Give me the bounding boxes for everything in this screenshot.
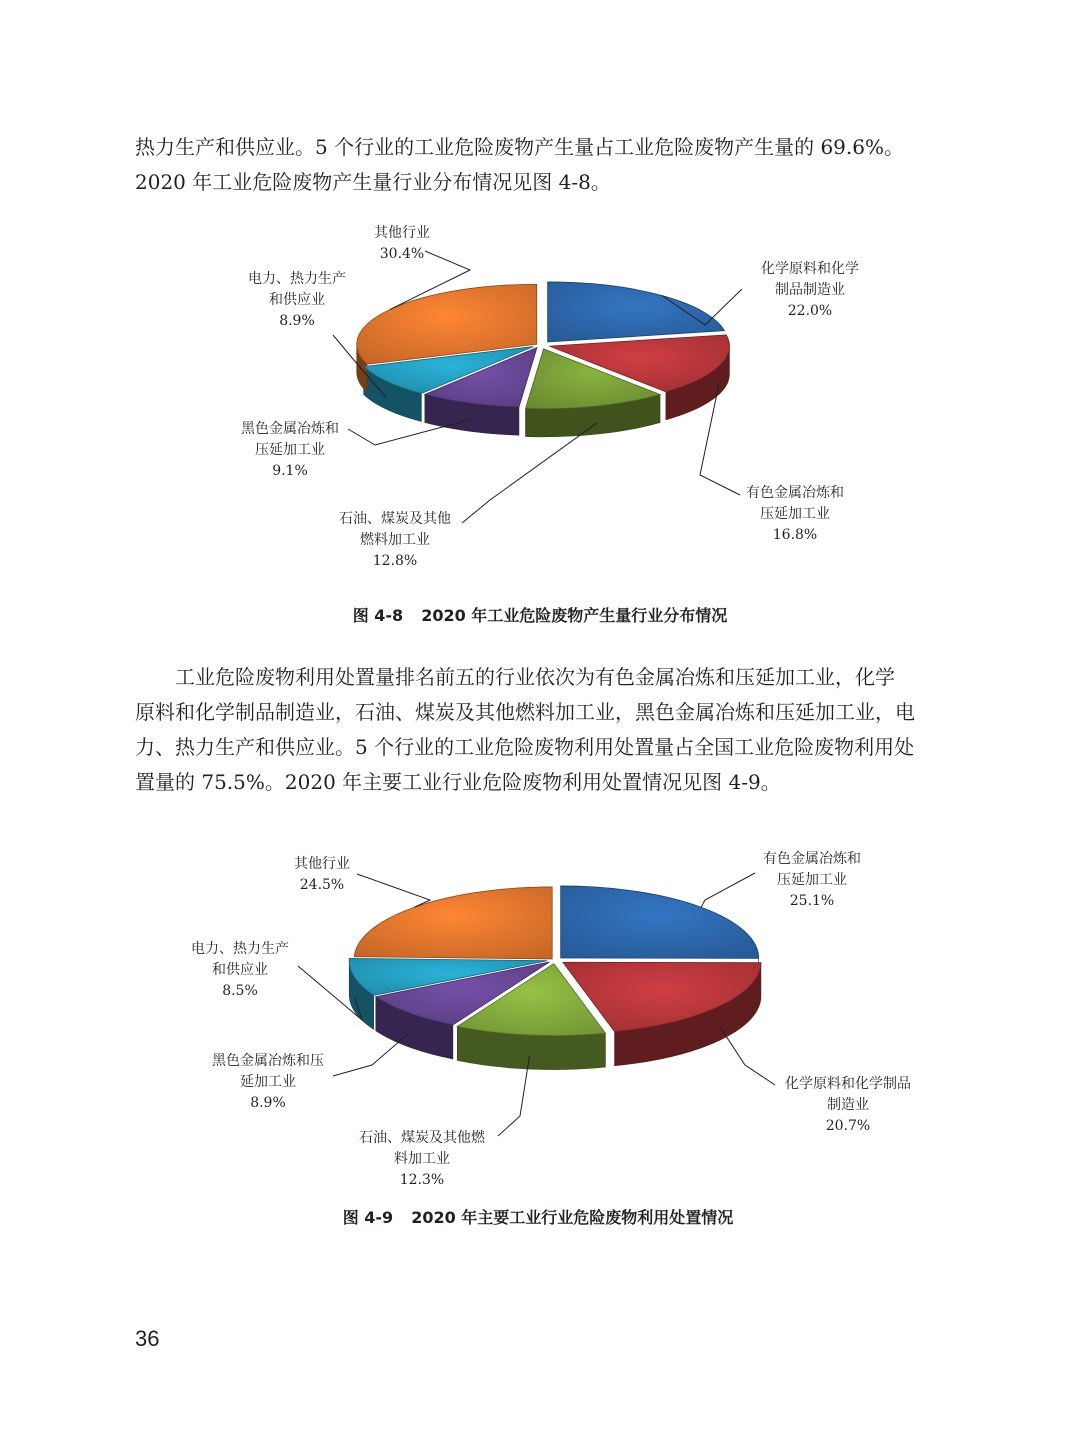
data-label-percent: 9.1% [272,463,308,479]
paragraph-line: 工业危险废物利用处置量排名前五的行业依次为有色金属冶炼和压延加工业，化学 [175,665,895,689]
data-label-category: 有色金属冶炼和 [746,485,844,501]
figure-number: 图 4-9 [342,1208,394,1227]
data-label-category: 其他行业 [294,856,350,872]
data-label-percent: 8.9% [250,1095,286,1111]
data-label-percent: 16.8% [772,527,818,543]
paragraph-intro [135,130,947,200]
data-label-category: 其他行业 [374,225,430,241]
data-label-percent: 25.1% [789,893,835,909]
pie-chart-hazardous-waste-generation [0,215,1080,595]
data-label-percent: 12.3% [399,1172,445,1188]
data-label-percent: 8.5% [222,983,258,999]
data-label-category: 电力、热力生产 [191,941,289,957]
data-label-category: 电力、热力生产 [248,271,346,287]
data-label-percent: 8.9% [279,313,315,329]
data-label-category: 制品制造业 [775,282,845,298]
figure-title: 2020 年主要工业行业危险废物利用处置情况 [411,1208,734,1227]
paragraph-line: 原料和化学制品制造业，石油、煤炭及其他燃料加工业，黑色金属冶炼和压延加工业，电 [135,700,915,724]
figure-caption-4-9 [0,1205,1078,1228]
leader-line [462,423,597,523]
paragraph-line: 2020 年工业危险废物产生量行业分布情况见图 4-8。 [135,170,611,194]
data-label-category: 和供应业 [269,292,325,308]
data-label-percent: 30.4% [379,246,425,262]
data-label-category: 黑色金属冶炼和压 [212,1053,324,1069]
pie-slice [354,887,552,959]
data-label-category: 石油、煤炭及其他燃 [359,1130,485,1146]
data-label-category: 料加工业 [394,1151,450,1167]
leader-line [701,873,755,907]
page-number: 36 [135,1326,160,1351]
figure-number: 图 4-8 [352,606,404,625]
data-label-category: 压延加工业 [255,442,325,458]
figure-caption-4-8 [0,603,1080,626]
figure-title: 2020 年工业危险废物产生量行业分布情况 [421,606,728,625]
leader-line [357,874,430,907]
data-label-percent: 22.0% [787,303,833,319]
data-label-category: 黑色金属冶炼和 [241,421,339,437]
data-label-category: 石油、煤炭及其他 [339,511,451,527]
data-label-category: 燃料加工业 [360,532,430,548]
paragraph-utilization [135,660,947,800]
paragraph-line: 热力生产和供应业。5 个行业的工业危险废物产生量占工业危险废物产生量的 69.6%。 [135,135,904,159]
data-label-percent: 12.8% [372,553,418,569]
pie-slice [561,886,759,958]
data-label-category: 有色金属冶炼和 [763,851,861,867]
data-label-category: 压延加工业 [777,872,847,888]
paragraph-line: 置量的 75.5%。2020 年主要工业行业危险废物利用处置情况见图 4-9。 [135,770,781,794]
pie-chart-hazardous-waste-utilization [0,840,1080,1200]
paragraph-line: 力、热力生产和供应业。5 个行业的工业危险废物利用处置量占全国工业危险废物利用处 [135,735,915,759]
pie-slice [548,282,725,342]
data-label-category: 化学原料和化学制品 [785,1076,911,1092]
data-label-percent: 20.7% [825,1118,871,1134]
data-label-category: 压延加工业 [760,506,830,522]
data-label-category: 化学原料和化学 [761,261,859,277]
data-label-category: 制造业 [827,1097,869,1113]
data-label-category: 和供应业 [212,962,268,978]
data-label-percent: 24.5% [299,877,345,893]
data-label-category: 延加工业 [240,1074,296,1090]
